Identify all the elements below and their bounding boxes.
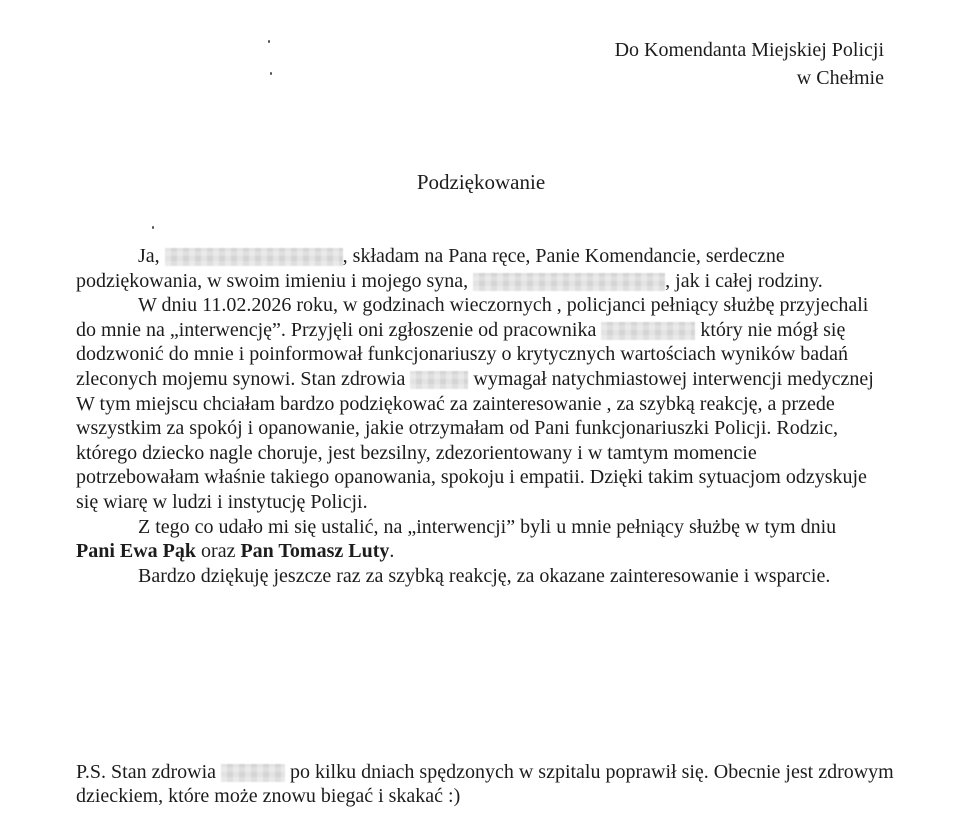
ps-text-a: P.S. Stan zdrowia — [76, 761, 216, 783]
officer-name-1: Pani Ewa Pąk — [76, 540, 197, 563]
paragraph-1 — [76, 244, 876, 293]
p3-text-mid: oraz — [201, 540, 236, 563]
letter-title: Podziękowanie — [416, 170, 546, 194]
p2-text-c: wymagał natychmiastowej interwencji medycznej W tym miejscu chciałam bardzo podziękować za zainteresowanie , za szybką reakcję, a przede wszystkim za spokój i opanowanie, jakie otrzymałam od Pani funkcjonariuszki Policji. Rodzic, którego dziecko nagle choruje, jest bezsilny, zdezorientowany i w tamtym momencie potrzebowałam właśnie takiego opanowania, spokoju i empatii. Dzięki takim sytuacjom odzyskuje się wiarę w ludzi i instytucję Policji. — [76, 367, 874, 513]
letter-body — [76, 244, 876, 588]
scan-speck — [268, 40, 270, 43]
recipient-line-2: w Chełmie — [796, 67, 884, 89]
recipient-block — [615, 36, 884, 92]
redacted-name — [165, 248, 343, 266]
scan-speck — [270, 72, 272, 75]
p1-text-c: , jak i całej rodziny. — [665, 269, 823, 292]
p1-text-b: , składam na Pana ręce, Panie Komendancie, serdeczne podziękowania, w swoim imieniu i mojego syna, — [76, 245, 785, 292]
officer-name-2: Pan Tomasz Luty — [240, 540, 390, 563]
p3-text-end: . — [389, 540, 395, 563]
p2-text-a: W dniu 11.02.2026 roku, w godzinach wieczornych , policjanci pełniący służbę przyjechali do mnie na „interwencję”. Przyjęli oni zgłoszenie od pracownika — [76, 294, 869, 341]
redacted-name — [601, 322, 695, 340]
p3-text-a: Z tego co udało mi się ustalić, na „interwencji” byli u mnie pełniący służbę w tym dniu — [138, 515, 837, 538]
paragraph-3 — [76, 515, 876, 564]
redacted-name — [410, 371, 468, 389]
ps-text-b: po kilku dniach spędzonych w szpitalu poprawił się. Obecnie jest zdrowym dzieckiem, które może znowu biegać i skakać :) — [76, 761, 894, 807]
scan-speck — [152, 226, 154, 229]
paragraph-4: Bardzo dziękuję jeszcze raz za szybką reakcję, za okazane zainteresowanie i wsparcie. — [138, 564, 831, 587]
redacted-name — [221, 764, 285, 782]
paragraph-2 — [76, 293, 876, 514]
p1-text-a: Ja, — [138, 245, 160, 267]
postscript — [76, 760, 896, 808]
recipient-line-1: Do Komendanta Miejskiej Policji — [614, 39, 884, 61]
p2-text-b: który nie mógł się dodzwonić do mnie i poinformował funkcjonariuszy o krytycznych wartościach wyników badań zleconych mojemu synowi. Stan zdrowia — [76, 318, 849, 390]
redacted-name — [473, 273, 665, 291]
